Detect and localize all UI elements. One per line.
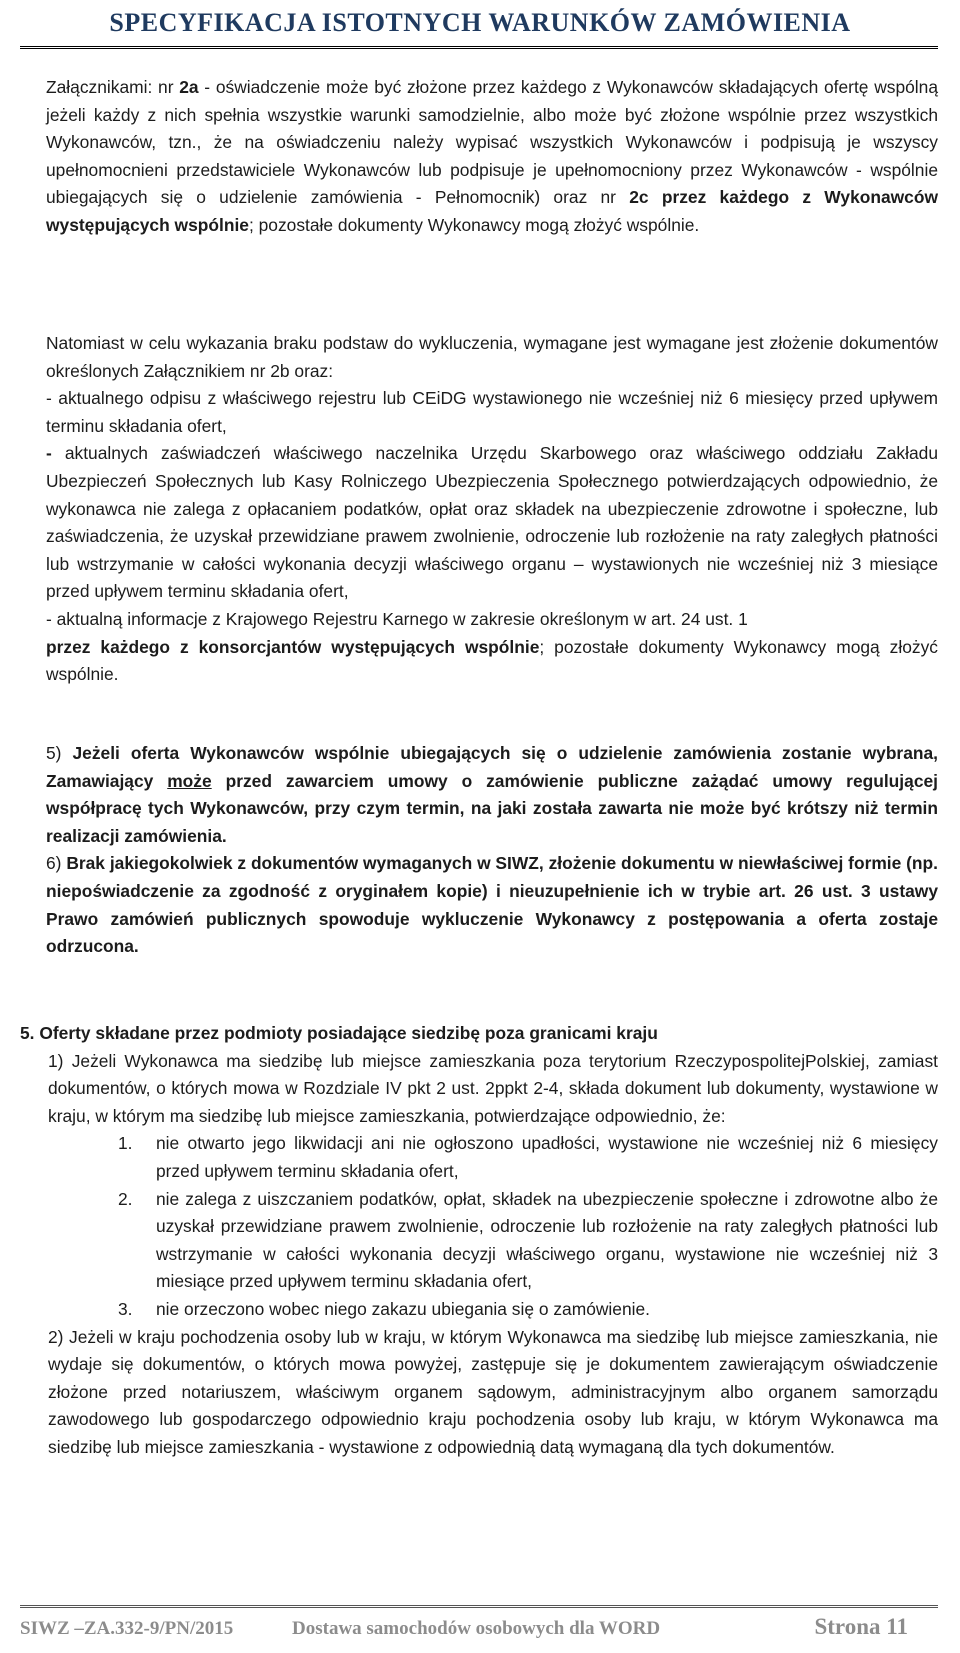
list-item-number: 1. <box>118 1133 133 1154</box>
section-5-body <box>48 1048 938 1462</box>
attachment-2c-ref: 2c przez każdego z Wykonawców występujących wspólnie <box>46 187 939 235</box>
list-item-text: nie otwarto jego likwidacji ani nie ogłoszono upadłości, wystawione nie wcześniej niż 6 miesięcy przed upływem terminu składania ofert, <box>156 1133 938 1181</box>
point-5 <box>46 740 938 850</box>
list-item-text: nie orzeczono wobec niego zakazu ubiegania się o zamówienie. <box>156 1298 651 1319</box>
list-item-number: 2. <box>118 1188 133 1209</box>
list-item-text: nie zalega z uiszczaniem podatków, opłat, składek na ubezpieczenie społeczne i zdrowotne albo że uzyskał przewidziane prawem zwolnienie, odroczenie lub rozłożenie na raty zaległych płatności lub wstrzymanie w całości wykonania decyzji właściwego organu, wystawione nie wcześniej niż 3 miesiące przed upływem terminu składania ofert, <box>156 1188 938 1292</box>
section-5-sublist <box>118 1130 938 1323</box>
tax-certificates-item <box>46 440 938 606</box>
dash-marker: - <box>46 443 52 464</box>
attachments-text <box>46 74 938 240</box>
attachment-2a-ref: 2a <box>179 77 199 97</box>
header-divider <box>20 46 938 49</box>
page-footer <box>20 1612 938 1642</box>
attachments-paragraph <box>46 74 938 240</box>
text-run: - oświadczenie może być złożone przez każdego z Wykonawców składających ofertę wspólną jeżeli każdy z nich spełnia wszystkie warunki samodzielnie, albo może być złożone wspólnie przez wszystkich Wykonawców, tzn., że na oświadczeniu należy wypisać wszystkich Wykonawców i podpisują je wszyscy upełnomocnieni przedstawiciele Wykonawców lub podpisuje je upełnomocniony przez Wykonawców - wspólnie ubiegających się o udzielenie zamówienia - Pełnomocnik) oraz nr <box>46 77 938 208</box>
section-5-point-1: 1) Jeżeli Wykonawca ma siedzibę lub miejsce zamieszkania poza terytorium RzeczypospolitejPolskiej, zamiast dokumentów, o których mowa w Rozdziale IV pkt 2 ust. 2ppkt 2-4, składa dokument lub dokumenty, wystawione w kraju, w którym ma siedzibę lub miejsce zamieszkania, potwierdzające odpowiednio, że: <box>48 1050 938 1126</box>
list-item <box>118 1130 938 1185</box>
text-run: aktualnych zaświadczeń właściwego naczelnika Urzędu Skarbowego oraz właściwego oddziału Zakładu Ubezpieczeń Społecznych lub Kasy Rolniczego Ubezpieczenia Społecznego potwierdzających odpowiednio, że wykonawca nie zalega z opłacaniem podatków, opłat oraz składek na ubezpieczenie zdrowotne i społeczne, lub zaświadczenia, że uzyskał przewidziane prawem zwolnienie, odroczenie lub rozłożenie na raty zaległych płatności lub wstrzymanie w całości wykonania decyzji właściwego organu – wystawionych nie wcześniej niż 3 miesiące przed upływem terminu składania ofert, <box>46 443 938 602</box>
text-run-bold: Brak jakiegokolwiek z dokumentów wymaganych w SIWZ, złożenie dokumentu w niewłaściwej formie (np. niepoświadczenie za zgodność z oryginałem kopie) i nieuzupełnienie ich w trybie art. 26 ust. 3 ustawy Prawo zamówień publicznych spowoduje wykluczenie Wykonawcy z postępowania a oferta zostaje odrzucona. <box>46 853 939 957</box>
section-5 <box>20 1020 938 1462</box>
text-run: ; pozostałe dokumenty Wykonawcy mogą złożyć wspólnie. <box>46 636 938 685</box>
text-run-bold: Jeżeli oferta Wykonawców wspólnie ubiegających się o udzielenie zamówienia zostanie wybrana, Zamawiający <box>46 743 939 791</box>
criminal-record-item: - aktualną informacje z Krajowego Rejestru Karnego w zakresie określonym w art. 24 ust. 1 <box>46 608 748 629</box>
footer-reference-number: SIWZ –ZA.332-9/PN/2015 <box>20 1618 234 1639</box>
footer-document-title: Dostawa samochodów osobowych dla WORD <box>292 1618 661 1639</box>
text-run-bold: przez każdego z konsorcjantów występujących wspólnie <box>46 636 540 657</box>
point-6 <box>46 850 938 960</box>
text-run-bold: przed zawarciem umowy o zamówienie publiczne zażądać umowy regulującej współpracę tych Wykonawców, przy czym termin, na jaki została zawarta nie może być krótszy niż termin realizacji zamówienia. <box>46 770 938 846</box>
point-number: 6) <box>46 853 67 874</box>
registry-extract-item: - aktualnego odpisu z właściwego rejestru lub CEiDG wystawionego nie wcześniej niż 6 miesięcy przed upływem terminu składania ofert, <box>46 388 938 436</box>
consortium-note <box>46 634 938 689</box>
underlined-word: może <box>167 770 212 791</box>
exclusion-intro: Natomiast w celu wykazania braku podstaw do wykluczenia, wymagane jest wymagane jest złożenie dokumentów określonych Załącznikiem nr 2b oraz: <box>46 333 938 381</box>
text-run: ; pozostałe dokumenty Wykonawcy mogą złożyć wspólnie. <box>248 214 700 235</box>
footer-divider <box>20 1605 938 1608</box>
section-5-heading: 5. Oferty składane przez podmioty posiadające siedzibę poza granicami kraju <box>20 1023 658 1043</box>
point-number: 5) <box>46 743 73 763</box>
list-item-number: 3. <box>118 1298 133 1319</box>
exclusion-documents-section <box>46 330 938 689</box>
page-header-title: SPECYFIKACJA ISTOTNYCH WARUNKÓW ZAMÓWIENIA <box>109 8 851 37</box>
page-number: Strona 11 <box>814 1614 908 1639</box>
text-run: Załącznikami: nr <box>46 77 180 97</box>
points-5-6-section <box>46 740 938 961</box>
section-5-point-2: 2) Jeżeli w kraju pochodzenia osoby lub w kraju, w którym Wykonawca ma siedzibę lub miejsce zamieszkania, nie wydaje się dokumentów, o których mowa powyżej, zastępuje się je dokumentem zawierającym oświadczenie złożone przed notariuszem, właściwym organem sądowym, administracyjnym albo organem samorządu zawodowego lub gospodarczego odpowiednio kraju pochodzenia osoby lub kraju, w którym Wykonawca ma siedzibę lub miejsce zamieszkania - wystawione z odpowiednią datą wymaganą dla tych dokumentów. <box>48 1326 938 1457</box>
list-item <box>118 1186 938 1296</box>
list-item <box>118 1296 938 1324</box>
